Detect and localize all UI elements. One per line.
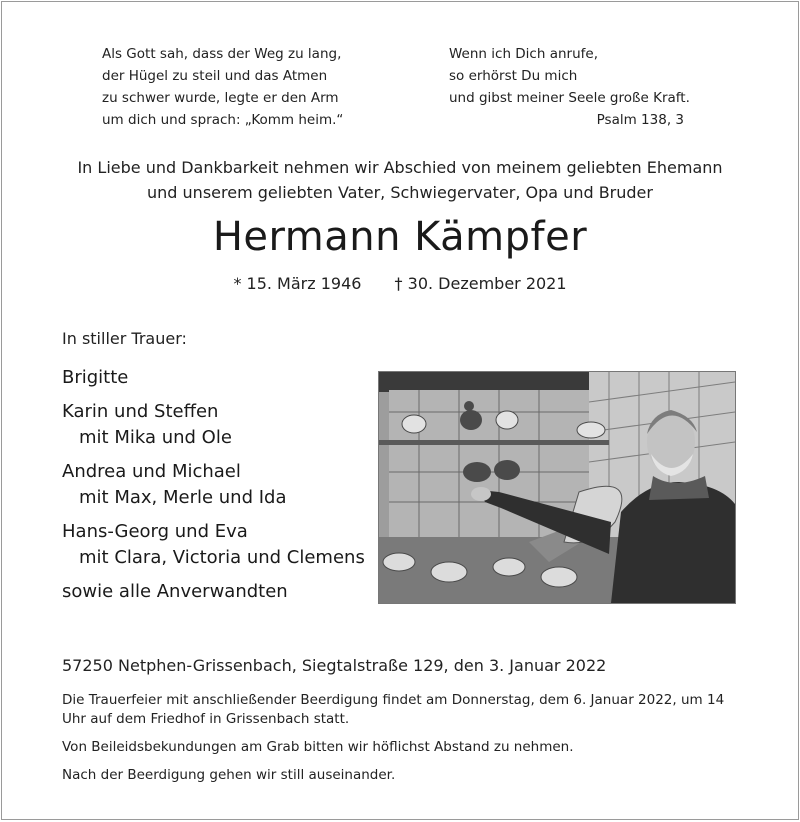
mourner-entry xyxy=(62,459,365,511)
mourner-entry xyxy=(62,519,365,571)
poem-left xyxy=(102,43,402,131)
postcode: 57250 xyxy=(62,656,113,675)
mourner-children: mit Mika und Ole xyxy=(79,427,232,448)
intro-line-1: In Liebe und Dankbarkeit nehmen wir Abschied von meinem geliebten Ehemann xyxy=(77,158,723,177)
poem-left-line: Als Gott sah, dass der Weg zu lang, xyxy=(102,46,342,62)
psalm-reference: Psalm 138, 3 xyxy=(596,112,684,128)
intro-line-2: und unserem geliebten Vater, Schwiegervater, Opa und Bruder xyxy=(147,183,653,202)
mourner-name: Andrea und Michael xyxy=(62,461,241,482)
mourner-name: Karin und Steffen xyxy=(62,401,219,422)
mourner-name: Brigitte xyxy=(62,367,129,388)
mourners-closing: sowie alle Anverwandten xyxy=(62,581,288,602)
town: Netphen-Grissenbach, xyxy=(118,656,297,675)
life-dates xyxy=(2,274,798,293)
mourner-name: Hans-Georg und Eva xyxy=(62,521,248,542)
mourners-list xyxy=(62,365,365,613)
funeral-notes xyxy=(62,691,752,794)
poem-right xyxy=(449,43,690,131)
poem-left-line: der Hügel zu steil und das Atmen xyxy=(102,68,328,84)
intro-text xyxy=(2,155,798,205)
mourner-entry xyxy=(62,365,365,391)
mourner-closing-entry xyxy=(62,579,365,605)
poem-left-line: zu schwer wurde, legte er den Arm xyxy=(102,90,339,106)
death-date: † 30. Dezember 2021 xyxy=(394,274,567,293)
mourner-children: mit Clara, Victoria und Clemens xyxy=(79,547,365,568)
poem-right-line: so erhörst Du mich xyxy=(449,68,578,84)
birth-date: * 15. März 1946 xyxy=(233,274,362,293)
photo-man-with-pigeons xyxy=(379,372,735,603)
address-and-date: Siegtalstraße 129, den 3. Januar 2022 xyxy=(301,656,607,675)
poem-right-line: und gibst meiner Seele große Kraft. xyxy=(449,90,690,106)
deceased-name: Hermann Kämpfer xyxy=(212,214,588,260)
mourner-children: mit Max, Merle und Ida xyxy=(79,487,287,508)
obituary-notice xyxy=(1,1,799,820)
poem-right-line: Wenn ich Dich anrufe, xyxy=(449,46,598,62)
poem-left-line: um dich und sprach: „Komm heim.“ xyxy=(102,112,344,128)
mourner-entry xyxy=(62,399,365,451)
funeral-info: Die Trauerfeier mit anschließender Beerdigung findet am Donnerstag, dem 6. Januar 2022, um 14 Uhr auf dem Friedhof in Grissenbach statt. xyxy=(62,692,725,727)
place-and-date xyxy=(62,656,606,675)
mourners-label: In stiller Trauer: xyxy=(62,329,187,348)
after-funeral-note: Nach der Beerdigung gehen wir still auseinander. xyxy=(62,767,396,783)
condolence-note: Von Beileidsbekundungen am Grab bitten wir höflichst Abstand zu nehmen. xyxy=(62,739,574,755)
memorial-photo xyxy=(378,371,736,604)
